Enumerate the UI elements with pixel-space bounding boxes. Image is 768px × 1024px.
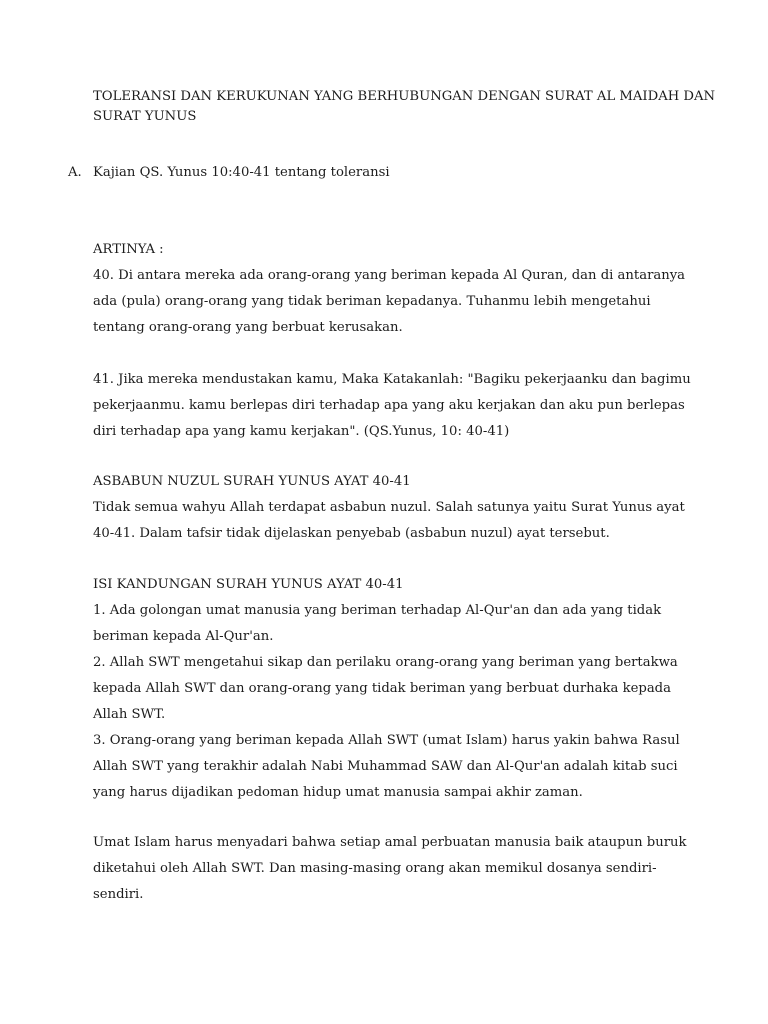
section-heading: ISI KANDUNGAN SURAH YUNUS AYAT 40-41 [93,577,404,592]
paragraph-line: diri terhadap apa yang kamu kerjakan". (QS.Yunus, 10: 40-41) [93,424,510,439]
paragraph-line: 1. Ada golongan umat manusia yang beriman terhadap Al-Qur'an dan ada yang tidak [93,603,662,618]
section-a-heading [68,163,688,183]
paragraph-line: 40. Di antara mereka ada orang-orang yang beriman kepada Al Quran, dan di antaranya [93,268,686,283]
title-line: TOLERANSI DAN KERUKUNAN YANG BERHUBUNGAN DENGAN SURAT AL MAIDAH DAN [93,89,716,104]
section-heading-text: Kajian QS. Yunus 10:40-41 tentang toleransi [93,165,390,180]
paragraph-line: Umat Islam harus menyadari bahwa setiap amal perbuatan manusia baik ataupun buruk [93,835,687,850]
paragraph-line: kepada Allah SWT dan orang-orang yang tidak beriman yang berbuat durhaka kepada [93,681,671,696]
isi-kandungan-block [93,572,693,806]
paragraph-line: pekerjaanmu. kamu berlepas diri terhadap apa yang aku kerjakan dan aku pun berlepas [93,398,685,413]
paragraph-line: 2. Allah SWT mengetahui sikap dan perilaku orang-orang yang beriman yang bertakwa [93,655,678,670]
artinya-label: ARTINYA : [93,242,164,257]
paragraph-line: sendiri. [93,887,144,902]
paragraph-line: 41. Jika mereka mendustakan kamu, Maka Katakanlah: "Bagiku pekerjaanku dan bagimu [93,372,691,387]
paragraph-line: ada (pula) orang-orang yang tidak beriman kepadanya. Tuhanmu lebih mengetahui [93,294,651,309]
document-title [93,87,716,126]
title-line: SURAT YUNUS [93,108,197,124]
artinya-block [93,237,693,341]
list-marker: A. [68,165,82,180]
paragraph-line: Tidak semua wahyu Allah terdapat asbabun nuzul. Salah satunya yaitu Surat Yunus ayat [93,500,685,515]
paragraph-line: Allah SWT yang terakhir adalah Nabi Muhammad SAW dan Al-Qur'an adalah kitab suci [93,759,678,774]
paragraph-line: Allah SWT. [93,707,166,722]
paragraph-line: beriman kepada Al-Qur'an. [93,629,274,644]
paragraph-line: yang harus dijadikan pedoman hidup umat manusia sampai akhir zaman. [93,785,583,800]
paragraph-line: tentang orang-orang yang berbuat kerusakan. [93,320,403,335]
ayat-41-block [93,367,693,445]
paragraph-line: 3. Orang-orang yang beriman kepada Allah SWT (umat Islam) harus yakin bahwa Rasul [93,733,680,748]
closing-paragraph [93,830,693,908]
paragraph-line: diketahui oleh Allah SWT. Dan masing-masing orang akan memikul dosanya sendiri- [93,861,657,876]
section-heading: ASBABUN NUZUL SURAH YUNUS AYAT 40-41 [93,474,411,489]
paragraph-line: 40-41. Dalam tafsir tidak dijelaskan penyebab (asbabun nuzul) ayat tersebut. [93,526,610,541]
asbabun-nuzul-block [93,469,693,547]
